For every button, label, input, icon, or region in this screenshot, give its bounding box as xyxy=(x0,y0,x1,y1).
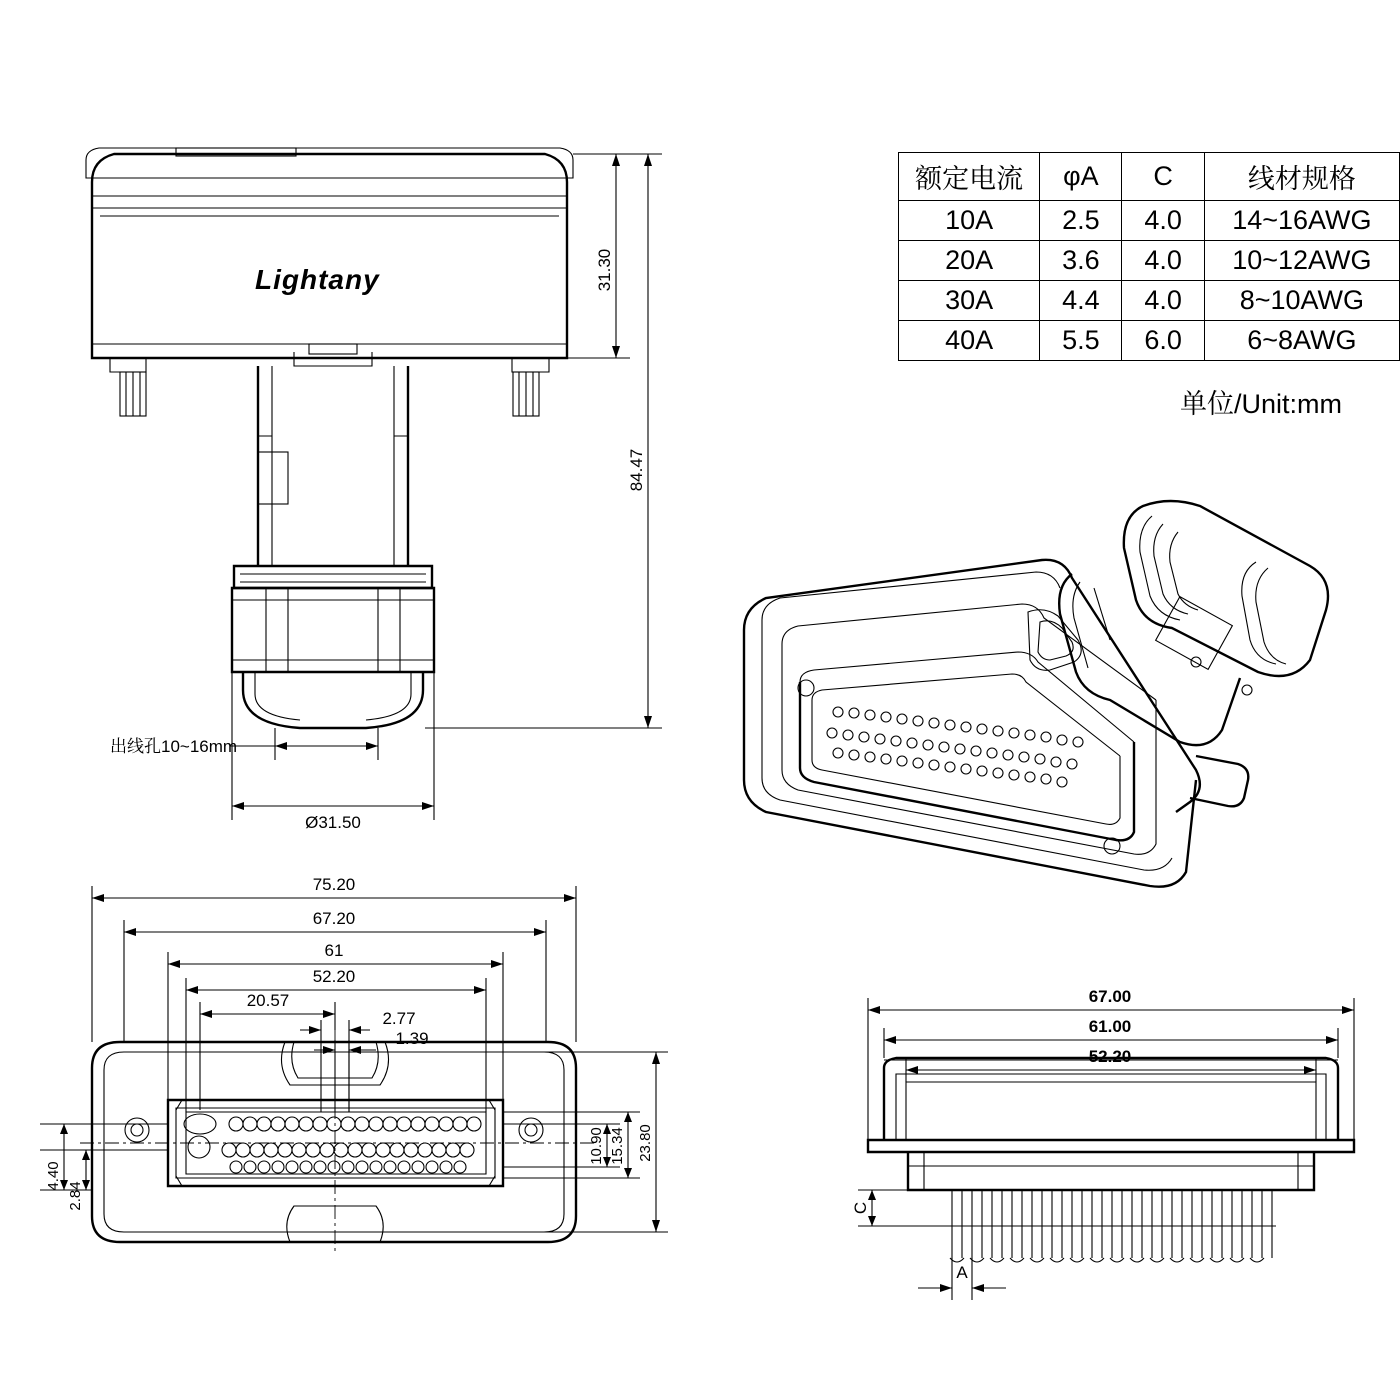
cell-phia: 2.5 xyxy=(1040,201,1122,241)
header-current: 额定电流 xyxy=(899,153,1040,201)
cell-wire: 6~8AWG xyxy=(1204,321,1399,361)
dim-c-label: C xyxy=(851,1201,870,1215)
pin-row-bottom xyxy=(230,1161,466,1173)
dim-1090: 10.90 xyxy=(588,1127,605,1165)
dim-shell-5220: 52.20 xyxy=(312,967,356,986)
dim-2380: 23.80 xyxy=(637,1124,654,1162)
view-side-elevation xyxy=(86,148,662,832)
dim-shell-61: 61 xyxy=(324,941,344,960)
dim-pin-pitch: 2.77 xyxy=(382,1009,416,1028)
dim-a-label: A xyxy=(956,1263,968,1282)
cell-wire: 10~12AWG xyxy=(1204,241,1399,281)
cell-wire: 14~16AWG xyxy=(1204,201,1399,241)
dim-284: 2.84 xyxy=(67,1181,84,1211)
cell-current: 20A xyxy=(899,241,1040,281)
dim-gland-diameter: Ø31.50 xyxy=(305,813,361,832)
header-c: C xyxy=(1122,153,1204,201)
pin-row-upper xyxy=(229,1117,481,1131)
header-phia: φA xyxy=(1040,153,1122,201)
cell-wire: 8~10AWG xyxy=(1204,281,1399,321)
cell-phia: 3.6 xyxy=(1040,241,1122,281)
view-pin-elevation xyxy=(851,987,1354,1300)
dim-width-67: 67.00 xyxy=(1088,987,1132,1006)
dim-body-height: 31.30 xyxy=(595,248,614,292)
pin-array-elevation xyxy=(948,1190,1276,1262)
dim-440: 4.40 xyxy=(45,1161,62,1191)
cell-current: 30A xyxy=(899,281,1040,321)
dim-cable-hole-note: 出线孔10~16mm xyxy=(110,737,238,756)
dim-1534: 15.34 xyxy=(609,1127,626,1165)
header-wire: 线材规格 xyxy=(1204,153,1399,201)
cell-c: 4.0 xyxy=(1122,241,1204,281)
cell-phia: 5.5 xyxy=(1040,321,1122,361)
dim-flange-width: 75.20 xyxy=(312,875,356,894)
cell-phia: 4.4 xyxy=(1040,281,1122,321)
dim-width-5220: 52.20 xyxy=(1088,1047,1132,1066)
cell-current: 10A xyxy=(899,201,1040,241)
iso-pin-field xyxy=(827,707,1083,787)
cell-c: 6.0 xyxy=(1122,321,1204,361)
dim-mount-span: 67.20 xyxy=(312,909,356,928)
dim-pin-field-width: 20.57 xyxy=(246,991,290,1010)
view-connector-face xyxy=(40,875,668,1252)
view-isometric xyxy=(744,501,1328,887)
cell-c: 4.0 xyxy=(1122,281,1204,321)
brand-label: Lightany xyxy=(255,264,380,295)
cell-c: 4.0 xyxy=(1122,201,1204,241)
pin-row-lower xyxy=(222,1143,474,1157)
dim-overall-height: 84.47 xyxy=(627,448,646,492)
unit-note: 单位/Unit:mm xyxy=(1180,389,1342,419)
cell-current: 40A xyxy=(899,321,1040,361)
dim-width-61: 61.00 xyxy=(1088,1017,1132,1036)
dim-pin-offset: 1.39 xyxy=(395,1029,429,1048)
